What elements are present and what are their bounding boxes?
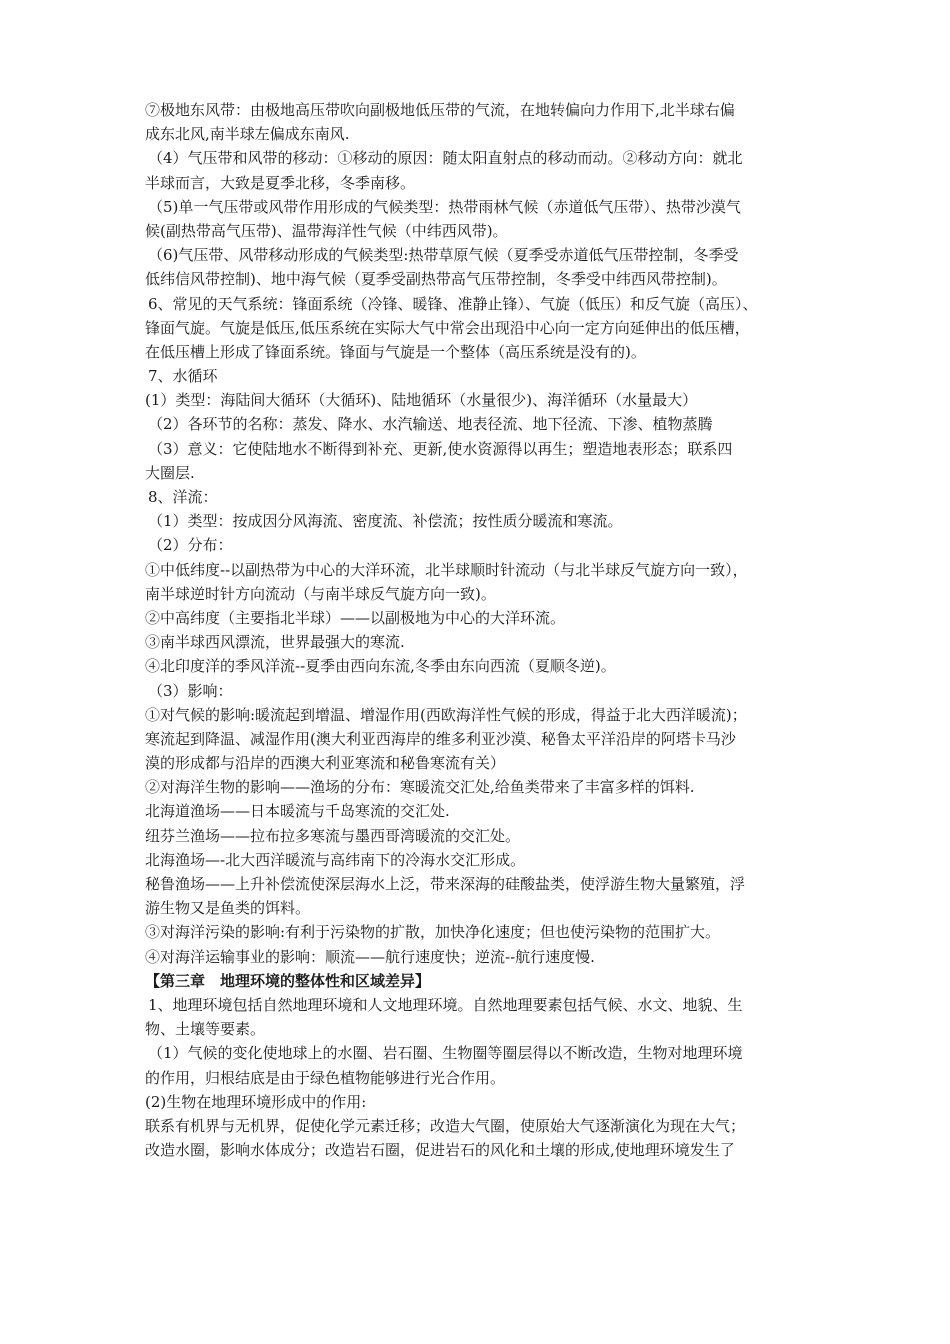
text-line: 漠的形成都与沿岸的西澳大利亚寒流和秘鲁寒流有关） [145, 754, 506, 773]
text-line: 1、地理环境包括自然地理环境和人文地理环境。自然地理要素包括气候、水文、地貌、生 [148, 995, 743, 1014]
text-line: ①对气候的影响:暖流起到增温、增湿作用(西欧海洋性气候的形成，得益于北大西洋暖流)； [145, 705, 747, 724]
text-line: ⑦极地东风带：由极地高压带吹向副极地低压带的气流，在地转偏向力作用下,北半球右偏 [145, 101, 735, 119]
chapter-heading: 【第三章 地理环境的整体性和区域差异】 [145, 971, 431, 990]
text-line: 寒流起到降温、减湿作用(澳大利亚西海岸的维多利亚沙漠、秘鲁太平洋沿岸的阿塔卡马沙 [145, 729, 736, 748]
text-line: ④北印度洋的季风洋流--夏季由西向东流,冬季由东向西流（夏顺冬逆)。 [145, 657, 616, 676]
document-page [145, 98, 813, 1162]
text-line: 秘鲁渔场——上升补偿流使深层海水上泛，带来深海的硅酸盐类，使浮游生物大量繁殖，浮 [145, 875, 746, 893]
text-line: （3）影响： [148, 681, 233, 700]
text-line: 游生物又是鱼类的饵料。 [145, 899, 311, 918]
text-line: ①中低纬度--以副热带为中心的大洋环流，北半球顺时针流动（与北半球反气旋方向一致）， [145, 560, 748, 579]
text-line: （2）各环节的名称：蒸发、降水、水汽输送、地表径流、地下径流、下渗、植物蒸腾 [148, 415, 713, 434]
text-line: 6、常见的天气系统：锋面系统（冷锋、暖锋、准静止锋）、气旋（低压）和反气旋（高压）、 [148, 294, 758, 313]
text-line: 在低压槽上形成了锋面系统。锋面与气旋是一个整体（高压系统是没有的)。 [145, 342, 646, 361]
text-line: 北海渔场—-北大西洋暖流与高纬南下的冷海水交汇形成。 [145, 850, 526, 869]
text-line: 改造水圈，影响水体成分；改造岩石圈，促进岩石的风化和土壤的形成,使地理环境发生了 [145, 1141, 735, 1160]
text-line: ③南半球西风漂流，世界最强大的寒流. [145, 633, 405, 652]
text-line: （4）气压带和风带的移动：①移动的原因：随太阳直射点的移动而动。②移动方向：就北 [148, 149, 743, 168]
text-line: 联系有机界与无机界，促使化学元素迁移；改造大气圈，使原始大气逐渐演化为现在大气； [145, 1116, 746, 1135]
text-line: 物、土壤等要素。 [145, 1020, 266, 1039]
text-line: （6)气压带、风带移动形成的气候类型:热带草原气候（夏季受赤道低气压带控制，冬季受 [148, 246, 739, 265]
text-line: （3）意义：它使陆地水不断得到补充、更新,使水资源得以再生；塑造地表形态；联系四 [148, 439, 733, 458]
text-line: 大圈层. [145, 463, 195, 482]
text-line: ③对海洋污染的影响:有利于污染物的扩散，加快净化速度；但也使污染物的范围扩大。 [145, 923, 721, 942]
text-line: ④对海洋运输事业的影响：顺流——航行速度快；逆流--航行速度慢. [145, 947, 595, 966]
text-line: 候(副热带高气压带)、温带海洋性气候（中纬西风带)。 [145, 221, 508, 240]
text-line: 北海道渔场——日本暖流与千岛寒流的交汇处. [145, 802, 450, 821]
section-heading: 8、洋流： [148, 488, 218, 506]
text-line: （2）分布： [148, 536, 233, 555]
text-line: ②中高纬度（主要指北半球）——以副极地为中心的大洋环流。 [145, 608, 566, 627]
text-line: 半球而言，大致是夏季北移，冬季南移。 [145, 173, 416, 192]
text-line: (2)生物在地理环境形成中的作用: [145, 1092, 367, 1111]
text-line: 南半球逆时针方向流动（与南半球反气旋方向一致)。 [145, 584, 496, 603]
text-line: (1）类型：海陆间大循环（大循环)、陆地循环（水量很少)、海洋循环（水量最大） [145, 391, 698, 410]
text-line: 成东北风,南半球左偏成东南风. [145, 125, 350, 144]
text-line: 低纬信风带控制)、地中海气候（夏季受副热带高气压带控制，冬季受中纬西风带控制)。 [145, 270, 727, 289]
text-line: （5)单一气压带或风带作用形成的气候类型：热带雨林气候（赤道低气压带）、热带沙漠气 [148, 197, 741, 216]
text-line: ②对海洋生物的影响——渔场的分布：寒暖流交汇处,给鱼类带来了丰富多样的饵料. [145, 778, 695, 797]
text-line: 的作用，归根结底是由于绿色植物能够进行光合作用。 [145, 1068, 506, 1087]
text-line: 锋面气旋。气旋是低压,低压系统在实际大气中常会出现沿中心向一定方向延伸出的低压槽， [145, 318, 750, 337]
section-heading: 7、水循环 [148, 367, 218, 386]
text-line: 纽芬兰渔场——拉布拉多寒流与墨西哥湾暖流的交汇处。 [145, 826, 521, 845]
text-line: （1）类型：按成因分风海流、密度流、补偿流；按性质分暖流和寒流。 [148, 512, 623, 531]
text-line: （1）气候的变化使地球上的水圈、岩石圈、生物圈等圈层得以不断改造，生物对地理环境 [148, 1044, 743, 1063]
